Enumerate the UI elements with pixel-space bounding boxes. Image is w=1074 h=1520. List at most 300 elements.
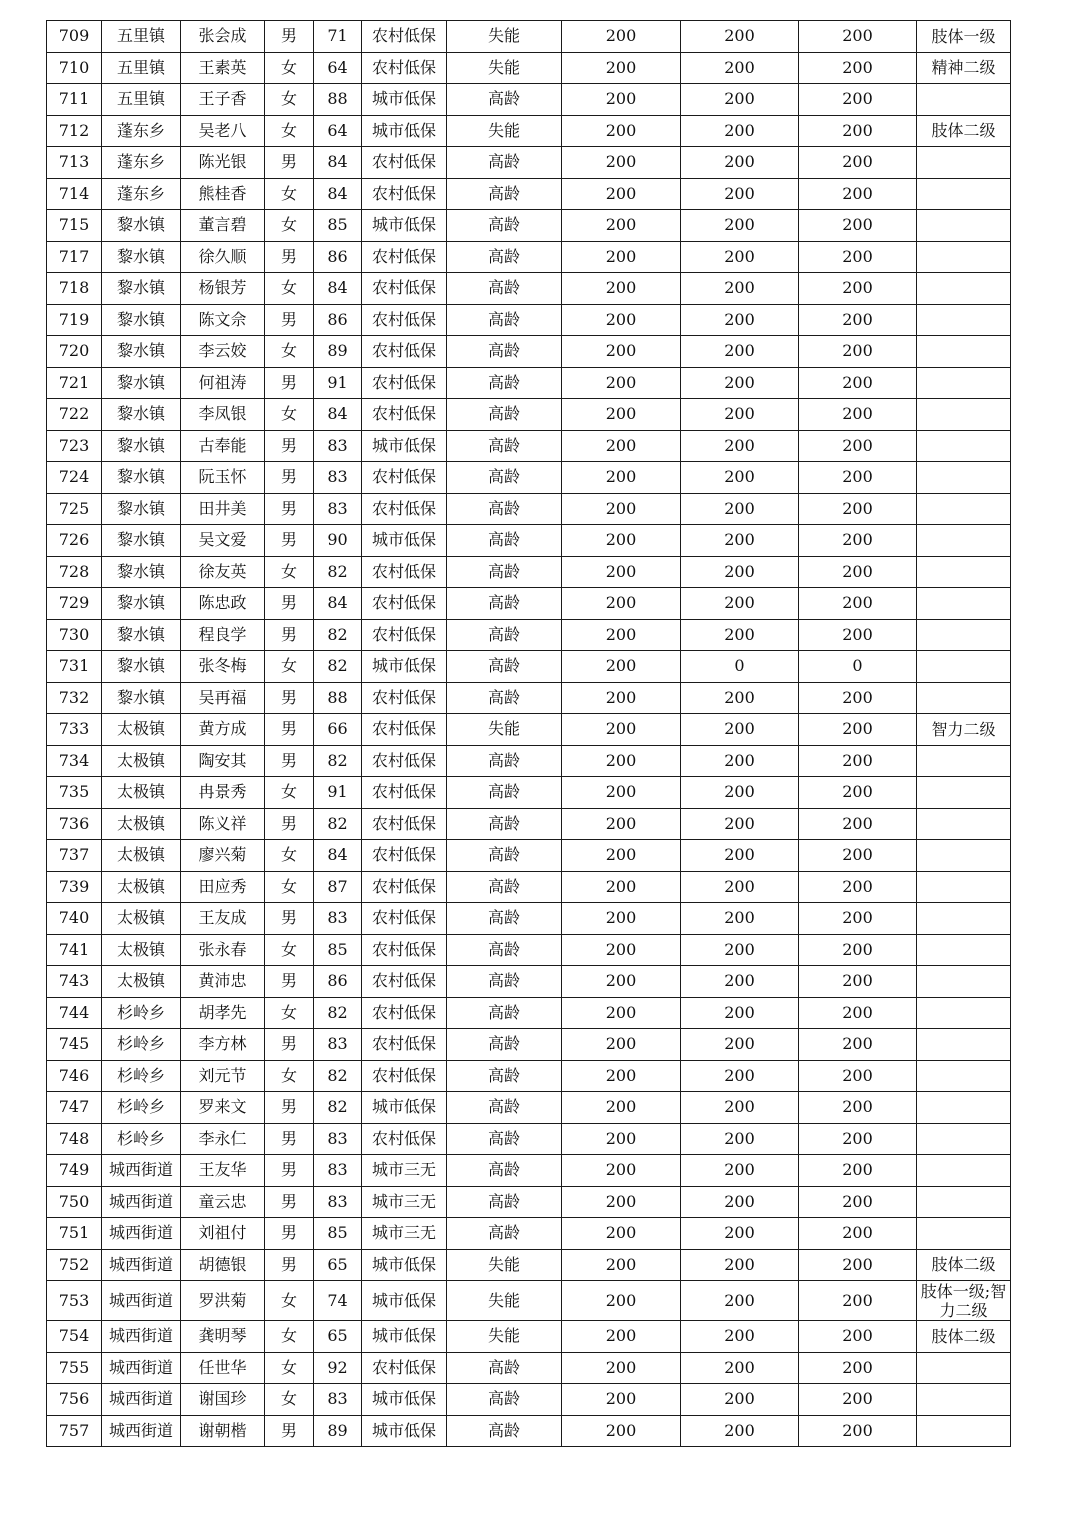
category-cell: 高龄: [447, 525, 562, 557]
age-cell: 84: [314, 399, 362, 431]
assistance-type-cell: 农村低保: [362, 714, 447, 746]
gender-cell: 女: [265, 84, 314, 116]
name-cell: 刘祖付: [181, 1218, 265, 1250]
assistance-type-cell: 农村低保: [362, 840, 447, 872]
disability-note-cell: 肢体二级: [917, 1249, 1011, 1281]
amount-1-cell: 200: [562, 241, 681, 273]
row-number-cell: 715: [47, 210, 102, 242]
table-row: [47, 430, 1011, 462]
name-cell: 陈忠政: [181, 588, 265, 620]
assistance-type-cell: 城市低保: [362, 115, 447, 147]
assistance-type-cell: 城市三无: [362, 1155, 447, 1187]
amount-3-cell: 200: [799, 1352, 917, 1384]
subsidy-table: [46, 20, 1011, 1447]
township-cell: 黎水镇: [102, 399, 181, 431]
amount-2-cell: 200: [681, 493, 799, 525]
table-row: [47, 651, 1011, 683]
amount-2-cell: 200: [681, 1029, 799, 1061]
amount-3-cell: 200: [799, 241, 917, 273]
table-row: [47, 1218, 1011, 1250]
assistance-type-cell: 农村低保: [362, 777, 447, 809]
township-cell: 黎水镇: [102, 367, 181, 399]
name-cell: 谢朝楷: [181, 1415, 265, 1447]
amount-2-cell: 200: [681, 1155, 799, 1187]
amount-2-cell: 200: [681, 903, 799, 935]
age-cell: 84: [314, 178, 362, 210]
category-cell: 高龄: [447, 1384, 562, 1416]
disability-note-cell: [917, 1123, 1011, 1155]
amount-3-cell: 200: [799, 903, 917, 935]
amount-1-cell: 200: [562, 1029, 681, 1061]
name-cell: 王友华: [181, 1155, 265, 1187]
township-cell: 五里镇: [102, 52, 181, 84]
table-row: [47, 210, 1011, 242]
assistance-type-cell: 农村低保: [362, 399, 447, 431]
category-cell: 高龄: [447, 651, 562, 683]
age-cell: 92: [314, 1352, 362, 1384]
disability-note-cell: 智力二级: [917, 714, 1011, 746]
age-cell: 91: [314, 777, 362, 809]
category-cell: 失能: [447, 1249, 562, 1281]
disability-note-cell: 肢体二级: [917, 1321, 1011, 1353]
row-number-cell: 731: [47, 651, 102, 683]
category-cell: 高龄: [447, 493, 562, 525]
gender-cell: 女: [265, 556, 314, 588]
township-cell: 黎水镇: [102, 336, 181, 368]
township-cell: 五里镇: [102, 21, 181, 53]
disability-note-cell: [917, 304, 1011, 336]
assistance-type-cell: 城市低保: [362, 651, 447, 683]
amount-1-cell: 200: [562, 682, 681, 714]
row-number-cell: 721: [47, 367, 102, 399]
gender-cell: 女: [265, 336, 314, 368]
row-number-cell: 741: [47, 934, 102, 966]
amount-1-cell: 200: [562, 1060, 681, 1092]
township-cell: 蓬东乡: [102, 115, 181, 147]
name-cell: 田应秀: [181, 871, 265, 903]
table-row: [47, 966, 1011, 998]
disability-note-cell: [917, 147, 1011, 179]
gender-cell: 男: [265, 304, 314, 336]
category-cell: 高龄: [447, 1155, 562, 1187]
township-cell: 黎水镇: [102, 651, 181, 683]
age-cell: 86: [314, 304, 362, 336]
township-cell: 城西街道: [102, 1321, 181, 1353]
amount-1-cell: 200: [562, 336, 681, 368]
gender-cell: 男: [265, 1092, 314, 1124]
amount-2-cell: 200: [681, 336, 799, 368]
age-cell: 83: [314, 1029, 362, 1061]
amount-1-cell: 200: [562, 556, 681, 588]
township-cell: 太极镇: [102, 777, 181, 809]
row-number-cell: 757: [47, 1415, 102, 1447]
age-cell: 82: [314, 619, 362, 651]
township-cell: 城西街道: [102, 1218, 181, 1250]
gender-cell: 男: [265, 903, 314, 935]
assistance-type-cell: 农村低保: [362, 462, 447, 494]
gender-cell: 男: [265, 525, 314, 557]
amount-1-cell: 200: [562, 84, 681, 116]
township-cell: 黎水镇: [102, 588, 181, 620]
row-number-cell: 736: [47, 808, 102, 840]
name-cell: 黄沛忠: [181, 966, 265, 998]
age-cell: 85: [314, 1218, 362, 1250]
table-row: [47, 1415, 1011, 1447]
gender-cell: 女: [265, 273, 314, 305]
amount-3-cell: 200: [799, 1155, 917, 1187]
age-cell: 83: [314, 493, 362, 525]
amount-2-cell: 200: [681, 714, 799, 746]
amount-2-cell: 200: [681, 178, 799, 210]
disability-note-cell: [917, 1155, 1011, 1187]
table-row: [47, 493, 1011, 525]
gender-cell: 女: [265, 651, 314, 683]
amount-2-cell: 200: [681, 1218, 799, 1250]
amount-2-cell: 200: [681, 1352, 799, 1384]
category-cell: 失能: [447, 115, 562, 147]
amount-2-cell: 200: [681, 1123, 799, 1155]
age-cell: 64: [314, 52, 362, 84]
township-cell: 太极镇: [102, 871, 181, 903]
row-number-cell: 712: [47, 115, 102, 147]
assistance-type-cell: 农村低保: [362, 304, 447, 336]
category-cell: 高龄: [447, 871, 562, 903]
gender-cell: 女: [265, 1352, 314, 1384]
amount-1-cell: 200: [562, 714, 681, 746]
amount-1-cell: 200: [562, 966, 681, 998]
assistance-type-cell: 农村低保: [362, 682, 447, 714]
assistance-type-cell: 城市低保: [362, 1281, 447, 1321]
township-cell: 黎水镇: [102, 682, 181, 714]
row-number-cell: 753: [47, 1281, 102, 1321]
name-cell: 胡孝先: [181, 997, 265, 1029]
amount-1-cell: 200: [562, 651, 681, 683]
table-row: [47, 1281, 1011, 1321]
amount-1-cell: 200: [562, 1249, 681, 1281]
row-number-cell: 729: [47, 588, 102, 620]
amount-1-cell: 200: [562, 210, 681, 242]
age-cell: 90: [314, 525, 362, 557]
age-cell: 83: [314, 462, 362, 494]
township-cell: 杉岭乡: [102, 1060, 181, 1092]
disability-note-cell: [917, 399, 1011, 431]
amount-3-cell: 200: [799, 430, 917, 462]
name-cell: 杨银芳: [181, 273, 265, 305]
row-number-cell: 745: [47, 1029, 102, 1061]
amount-2-cell: 200: [681, 808, 799, 840]
age-cell: 82: [314, 808, 362, 840]
category-cell: 高龄: [447, 934, 562, 966]
amount-1-cell: 200: [562, 1384, 681, 1416]
category-cell: 失能: [447, 52, 562, 84]
category-cell: 高龄: [447, 210, 562, 242]
amount-1-cell: 200: [562, 147, 681, 179]
gender-cell: 男: [265, 1218, 314, 1250]
name-cell: 陈义祥: [181, 808, 265, 840]
amount-2-cell: 200: [681, 871, 799, 903]
gender-cell: 女: [265, 115, 314, 147]
amount-2-cell: 200: [681, 1186, 799, 1218]
amount-1-cell: 200: [562, 1092, 681, 1124]
amount-1-cell: 200: [562, 1415, 681, 1447]
table-row: [47, 808, 1011, 840]
assistance-type-cell: 农村低保: [362, 241, 447, 273]
amount-1-cell: 200: [562, 399, 681, 431]
disability-note-cell: [917, 336, 1011, 368]
township-cell: 黎水镇: [102, 273, 181, 305]
assistance-type-cell: 城市低保: [362, 1092, 447, 1124]
category-cell: 高龄: [447, 1415, 562, 1447]
disability-note-cell: [917, 178, 1011, 210]
assistance-type-cell: 农村低保: [362, 21, 447, 53]
table-row: [47, 1384, 1011, 1416]
age-cell: 89: [314, 336, 362, 368]
category-cell: 高龄: [447, 1218, 562, 1250]
amount-3-cell: 200: [799, 714, 917, 746]
gender-cell: 男: [265, 462, 314, 494]
category-cell: 高龄: [447, 430, 562, 462]
disability-note-cell: [917, 1186, 1011, 1218]
table-body: [47, 21, 1011, 1447]
amount-2-cell: 200: [681, 1415, 799, 1447]
row-number-cell: 756: [47, 1384, 102, 1416]
disability-note-cell: [917, 1415, 1011, 1447]
township-cell: 太极镇: [102, 714, 181, 746]
amount-3-cell: 200: [799, 619, 917, 651]
gender-cell: 男: [265, 1155, 314, 1187]
age-cell: 86: [314, 966, 362, 998]
amount-2-cell: 200: [681, 934, 799, 966]
category-cell: 高龄: [447, 84, 562, 116]
disability-note-cell: 肢体二级: [917, 115, 1011, 147]
name-cell: 童云忠: [181, 1186, 265, 1218]
category-cell: 高龄: [447, 1060, 562, 1092]
name-cell: 李凤银: [181, 399, 265, 431]
assistance-type-cell: 城市低保: [362, 1415, 447, 1447]
age-cell: 83: [314, 1384, 362, 1416]
age-cell: 88: [314, 682, 362, 714]
disability-note-cell: [917, 462, 1011, 494]
name-cell: 王子香: [181, 84, 265, 116]
amount-3-cell: 200: [799, 304, 917, 336]
table-row: [47, 1321, 1011, 1353]
amount-3-cell: 200: [799, 745, 917, 777]
amount-3-cell: 200: [799, 115, 917, 147]
category-cell: 高龄: [447, 178, 562, 210]
amount-3-cell: 200: [799, 1186, 917, 1218]
amount-2-cell: 200: [681, 304, 799, 336]
name-cell: 谢国珍: [181, 1384, 265, 1416]
table-row: [47, 1060, 1011, 1092]
name-cell: 吴文爱: [181, 525, 265, 557]
assistance-type-cell: 农村低保: [362, 934, 447, 966]
amount-1-cell: 200: [562, 178, 681, 210]
amount-1-cell: 200: [562, 903, 681, 935]
age-cell: 86: [314, 241, 362, 273]
disability-note-cell: [917, 777, 1011, 809]
amount-3-cell: 200: [799, 1092, 917, 1124]
age-cell: 64: [314, 115, 362, 147]
assistance-type-cell: 农村低保: [362, 556, 447, 588]
amount-2-cell: 200: [681, 1281, 799, 1321]
name-cell: 吴再福: [181, 682, 265, 714]
assistance-type-cell: 城市低保: [362, 84, 447, 116]
category-cell: 高龄: [447, 619, 562, 651]
row-number-cell: 728: [47, 556, 102, 588]
township-cell: 黎水镇: [102, 525, 181, 557]
assistance-type-cell: 农村低保: [362, 147, 447, 179]
age-cell: 83: [314, 1186, 362, 1218]
amount-2-cell: 200: [681, 21, 799, 53]
table-row: [47, 241, 1011, 273]
township-cell: 太极镇: [102, 745, 181, 777]
amount-2-cell: 200: [681, 1384, 799, 1416]
name-cell: 田井美: [181, 493, 265, 525]
table-row: [47, 1123, 1011, 1155]
township-cell: 黎水镇: [102, 304, 181, 336]
amount-1-cell: 200: [562, 997, 681, 1029]
amount-3-cell: 200: [799, 84, 917, 116]
disability-note-cell: [917, 1218, 1011, 1250]
township-cell: 太极镇: [102, 966, 181, 998]
amount-2-cell: 200: [681, 588, 799, 620]
gender-cell: 女: [265, 997, 314, 1029]
amount-3-cell: 200: [799, 1249, 917, 1281]
amount-2-cell: 200: [681, 241, 799, 273]
category-cell: 失能: [447, 1281, 562, 1321]
row-number-cell: 718: [47, 273, 102, 305]
amount-3-cell: 200: [799, 934, 917, 966]
gender-cell: 男: [265, 808, 314, 840]
amount-2-cell: 200: [681, 682, 799, 714]
assistance-type-cell: 农村低保: [362, 1029, 447, 1061]
table-row: [47, 304, 1011, 336]
assistance-type-cell: 城市三无: [362, 1186, 447, 1218]
amount-1-cell: 200: [562, 52, 681, 84]
row-number-cell: 725: [47, 493, 102, 525]
amount-3-cell: 0: [799, 651, 917, 683]
table-row: [47, 777, 1011, 809]
assistance-type-cell: 城市低保: [362, 210, 447, 242]
township-cell: 杉岭乡: [102, 1092, 181, 1124]
row-number-cell: 735: [47, 777, 102, 809]
assistance-type-cell: 农村低保: [362, 745, 447, 777]
assistance-type-cell: 城市低保: [362, 1249, 447, 1281]
name-cell: 冉景秀: [181, 777, 265, 809]
age-cell: 83: [314, 430, 362, 462]
row-number-cell: 751: [47, 1218, 102, 1250]
amount-1-cell: 200: [562, 273, 681, 305]
amount-2-cell: 200: [681, 997, 799, 1029]
amount-2-cell: 200: [681, 1092, 799, 1124]
amount-3-cell: 200: [799, 556, 917, 588]
age-cell: 74: [314, 1281, 362, 1321]
name-cell: 李方林: [181, 1029, 265, 1061]
row-number-cell: 720: [47, 336, 102, 368]
amount-3-cell: 200: [799, 1415, 917, 1447]
category-cell: 失能: [447, 21, 562, 53]
township-cell: 杉岭乡: [102, 1123, 181, 1155]
table-row: [47, 1029, 1011, 1061]
amount-3-cell: 200: [799, 147, 917, 179]
category-cell: 高龄: [447, 903, 562, 935]
disability-note-cell: 肢体一级;智力二级: [917, 1281, 1011, 1321]
row-number-cell: 710: [47, 52, 102, 84]
name-cell: 黄方成: [181, 714, 265, 746]
amount-2-cell: 200: [681, 115, 799, 147]
amount-2-cell: 200: [681, 367, 799, 399]
disability-note-cell: [917, 1384, 1011, 1416]
amount-1-cell: 200: [562, 1352, 681, 1384]
gender-cell: 男: [265, 588, 314, 620]
disability-note-cell: 精神二级: [917, 52, 1011, 84]
row-number-cell: 750: [47, 1186, 102, 1218]
assistance-type-cell: 农村低保: [362, 808, 447, 840]
amount-2-cell: 200: [681, 556, 799, 588]
assistance-type-cell: 农村低保: [362, 493, 447, 525]
name-cell: 龚明琴: [181, 1321, 265, 1353]
age-cell: 82: [314, 1060, 362, 1092]
township-cell: 黎水镇: [102, 556, 181, 588]
amount-3-cell: 200: [799, 588, 917, 620]
gender-cell: 女: [265, 777, 314, 809]
category-cell: 高龄: [447, 462, 562, 494]
amount-3-cell: 200: [799, 21, 917, 53]
township-cell: 黎水镇: [102, 430, 181, 462]
name-cell: 张永春: [181, 934, 265, 966]
amount-2-cell: 200: [681, 84, 799, 116]
row-number-cell: 719: [47, 304, 102, 336]
name-cell: 徐久顺: [181, 241, 265, 273]
gender-cell: 女: [265, 178, 314, 210]
disability-note-cell: [917, 1092, 1011, 1124]
amount-1-cell: 200: [562, 430, 681, 462]
disability-note-cell: [917, 367, 1011, 399]
amount-2-cell: 200: [681, 1321, 799, 1353]
name-cell: 张冬梅: [181, 651, 265, 683]
amount-1-cell: 200: [562, 871, 681, 903]
gender-cell: 男: [265, 430, 314, 462]
name-cell: 任世华: [181, 1352, 265, 1384]
disability-note-cell: [917, 556, 1011, 588]
amount-2-cell: 200: [681, 210, 799, 242]
township-cell: 黎水镇: [102, 619, 181, 651]
disability-note-cell: [917, 493, 1011, 525]
name-cell: 廖兴菊: [181, 840, 265, 872]
row-number-cell: 730: [47, 619, 102, 651]
row-number-cell: 734: [47, 745, 102, 777]
name-cell: 罗洪菊: [181, 1281, 265, 1321]
age-cell: 84: [314, 273, 362, 305]
table-row: [47, 273, 1011, 305]
amount-1-cell: 200: [562, 808, 681, 840]
row-number-cell: 723: [47, 430, 102, 462]
category-cell: 高龄: [447, 336, 562, 368]
amount-2-cell: 200: [681, 147, 799, 179]
row-number-cell: 717: [47, 241, 102, 273]
age-cell: 83: [314, 1123, 362, 1155]
row-number-cell: 748: [47, 1123, 102, 1155]
amount-3-cell: 200: [799, 1060, 917, 1092]
township-cell: 城西街道: [102, 1352, 181, 1384]
row-number-cell: 739: [47, 871, 102, 903]
table-row: [47, 714, 1011, 746]
amount-2-cell: 0: [681, 651, 799, 683]
amount-3-cell: 200: [799, 1029, 917, 1061]
disability-note-cell: [917, 651, 1011, 683]
category-cell: 高龄: [447, 682, 562, 714]
amount-3-cell: 200: [799, 1218, 917, 1250]
